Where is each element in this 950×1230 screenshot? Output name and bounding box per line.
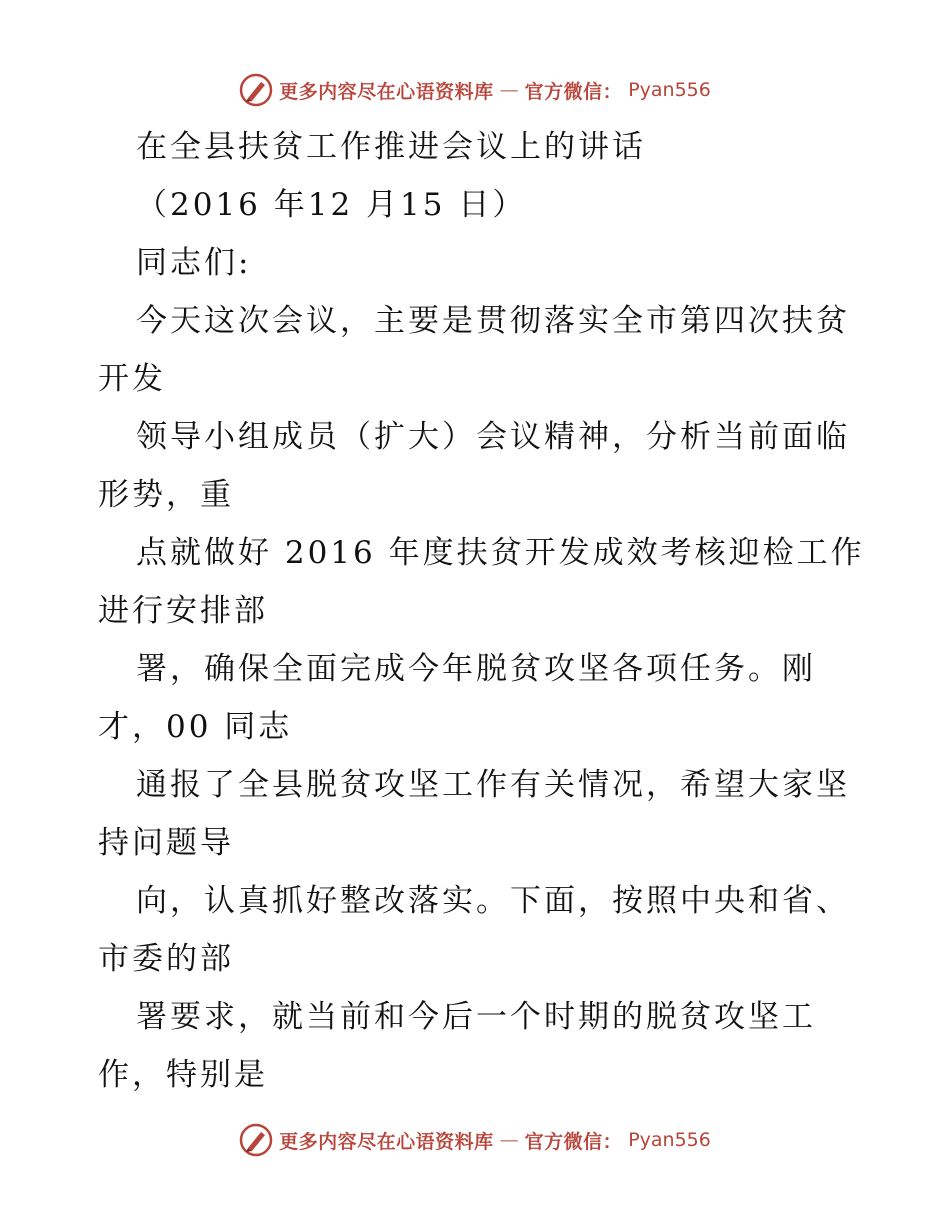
watermark-separator: — [499, 1129, 519, 1151]
paragraph-line: 领导小组成员（扩大）会议精神，分析当前面临 [136, 419, 850, 455]
watermark-label: 官方微信： [524, 1130, 623, 1153]
paragraph-line: 市委的部 [98, 941, 234, 977]
paragraph-line: 署，确保全面完成今年脱贫攻坚各项任务。刚 [136, 651, 816, 687]
watermark-handle: Pyan556 [628, 79, 711, 101]
paragraph-line: 才，00 同志 [98, 709, 293, 745]
pen-logo-icon [239, 73, 273, 107]
paragraph-line: 开发 [98, 361, 166, 397]
paragraph-line: 向，认真抓好整改落实。下面，按照中央和省、 [136, 883, 850, 919]
paragraph-line: 通报了全县脱贫攻坚工作有关情况，希望大家坚 [136, 767, 850, 803]
paragraph-line: 作，特别是 [98, 1057, 268, 1093]
watermark-text: 更多内容尽在心语资料库 [279, 80, 494, 103]
watermark-handle: Pyan556 [628, 1129, 711, 1151]
paragraph-line: 形势，重 [98, 477, 234, 513]
document-greeting: 同志们: [136, 245, 252, 281]
paragraph-line: 署要求，就当前和今后一个时期的脱贫攻坚工 [136, 999, 816, 1035]
paragraph-line: 持问题导 [98, 825, 234, 861]
footer-watermark [0, 1120, 950, 1160]
paragraph-line: 点就做好 2016 年度扶贫开发成效考核迎检工作 [136, 535, 865, 571]
watermark-separator: — [499, 79, 519, 101]
paragraph-line: 今天这次会议，主要是贯彻落实全市第四次扶贫 [136, 303, 850, 339]
pen-logo-icon [239, 1123, 273, 1157]
watermark-text: 更多内容尽在心语资料库 [279, 1130, 494, 1153]
paragraph-line: 进行安排部 [98, 593, 268, 629]
document-date: （2016 年12 月15 日） [136, 187, 527, 223]
document-body [98, 118, 865, 1104]
document-title: 在全县扶贫工作推进会议上的讲话 [136, 129, 646, 165]
header-watermark [0, 70, 950, 110]
watermark-label: 官方微信： [524, 80, 623, 103]
